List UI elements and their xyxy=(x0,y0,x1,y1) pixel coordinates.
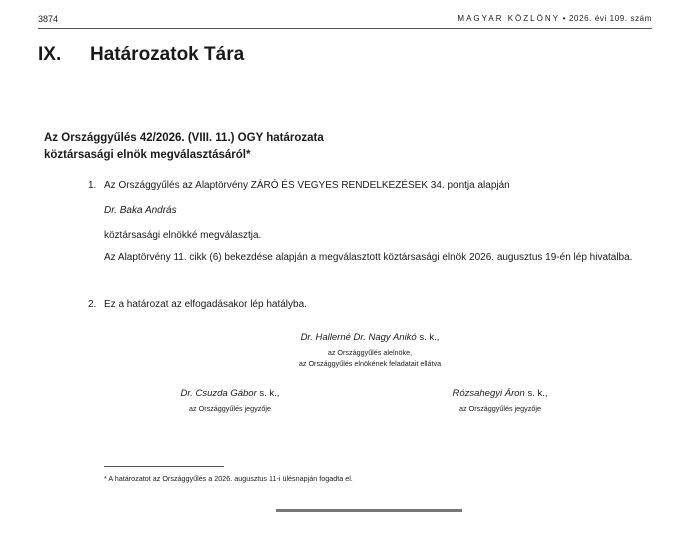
resolution-title-line2: köztársasági elnök megválasztásáról* xyxy=(44,149,251,161)
signature-left-role: az Országgyűlés jegyzője xyxy=(189,404,271,413)
page-number: 3874 xyxy=(38,14,59,24)
signatory-name: Dr. Csuzda Gábor xyxy=(180,388,257,399)
issue-number: • 2026. évi 109. szám xyxy=(562,14,652,23)
page-end-divider xyxy=(276,509,462,512)
item-number: 1. xyxy=(88,180,97,191)
item-text: Az Országgyűlés az Alaptörvény ZÁRÓ ÉS VEGYES RENDELKEZÉSEK 34. pontja alapján xyxy=(104,180,510,191)
signatory-name: Dr. Hallerné Dr. Nagy Anikó xyxy=(300,332,417,343)
signature-right-name xyxy=(390,388,610,399)
header-divider xyxy=(38,28,652,29)
resolution-title-line1: Az Országgyűlés 42/2026. (VIII. 11.) OGY határozata xyxy=(44,132,324,144)
signature-main-role xyxy=(230,347,510,369)
item-number: 2. xyxy=(88,299,97,310)
footnote: * A határozatot az Országgyűlés a 2026. augusztus 11-i ülésnapján fogadta el. xyxy=(104,474,353,483)
signatory-role-line1: az Országgyűlés alelnöke, xyxy=(327,348,413,357)
section-number: IX. xyxy=(38,44,62,65)
footnote-divider xyxy=(104,466,224,467)
signature-suffix: s. k., xyxy=(256,388,280,399)
journal-header xyxy=(457,14,652,23)
signatory-name: Rózsahegyi Áron xyxy=(452,388,525,399)
journal-name: MAGYAR KÖZLÖNY xyxy=(457,14,560,23)
signature-suffix: s. k., xyxy=(524,388,548,399)
inauguration-paragraph: Az Alaptörvény 11. cikk (6) bekezdése alapján a megválasztott köztársasági elnök 2026. augusztus 19-én lép hivatalba. xyxy=(104,252,633,263)
signatory-role-line2: az Országgyűlés elnökének feladatait ellátva xyxy=(298,359,442,368)
signature-right-role: az Országgyűlés jegyzője xyxy=(459,404,541,413)
item-text: Ez a határozat az elfogadásakor lép hatályba. xyxy=(104,299,307,310)
resolution-title xyxy=(44,130,324,164)
elected-person-name: Dr. Baka András xyxy=(104,205,177,216)
elected-statement: köztársasági elnökké megválasztja. xyxy=(104,230,262,241)
section-title: Határozatok Tára xyxy=(90,44,245,65)
signature-suffix: s. k., xyxy=(416,332,440,343)
signature-left-name xyxy=(130,388,330,399)
signature-main-name xyxy=(260,332,480,343)
